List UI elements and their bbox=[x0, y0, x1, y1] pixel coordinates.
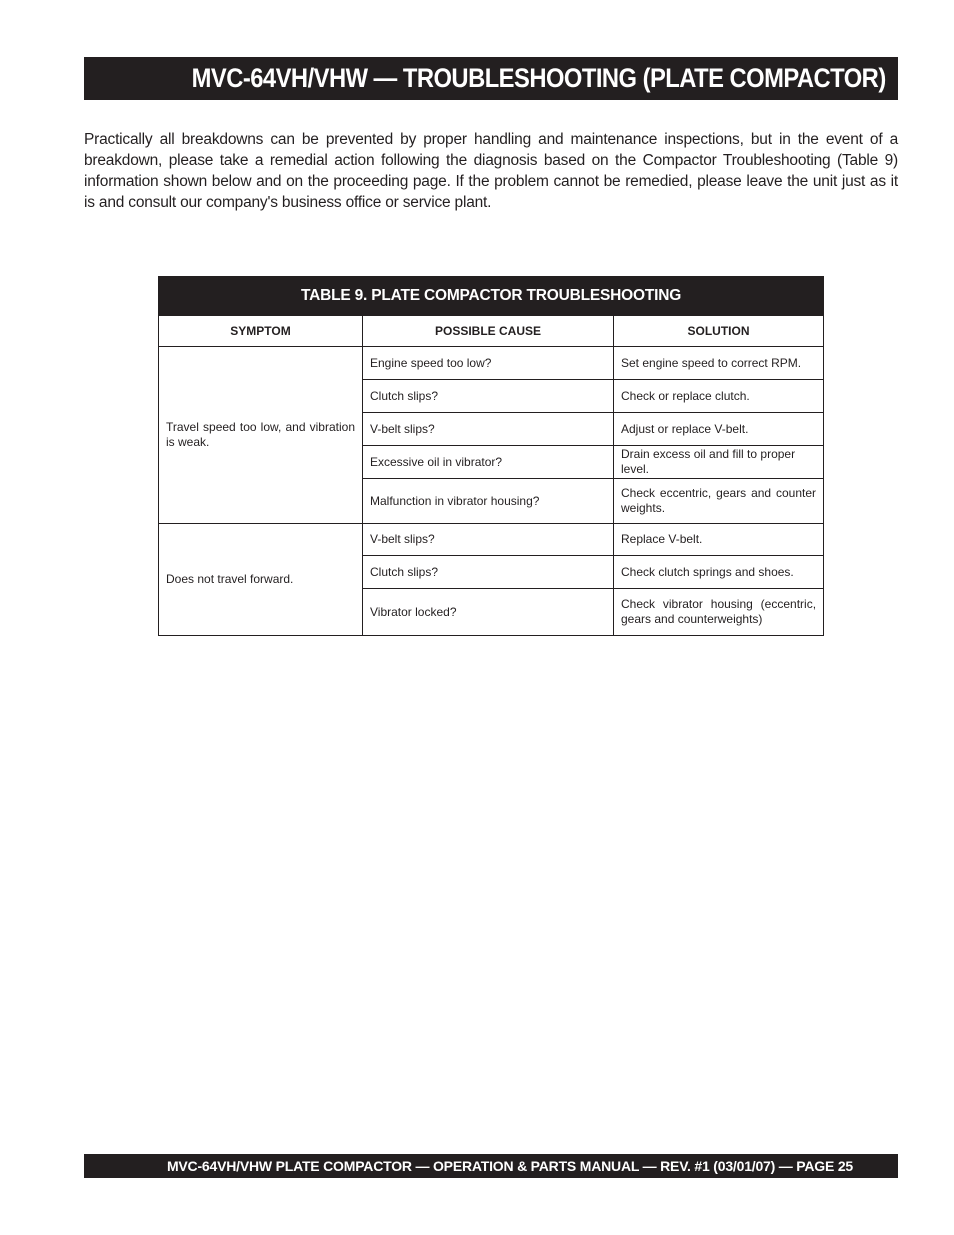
footer-bar bbox=[84, 1154, 898, 1178]
table-caption: TABLE 9. PLATE COMPACTOR TROUBLESHOOTING bbox=[159, 277, 824, 316]
cause-cell: Engine speed too low? bbox=[363, 347, 614, 380]
cause-cell: Clutch slips? bbox=[363, 380, 614, 413]
header-solution: SOLUTION bbox=[614, 316, 824, 347]
cause-cell: Clutch slips? bbox=[363, 556, 614, 589]
page-title-bar bbox=[84, 57, 898, 100]
cause-cell: V-belt slips? bbox=[363, 413, 614, 446]
table-row bbox=[159, 347, 824, 380]
cause-cell: Malfunction in vibrator housing? bbox=[363, 479, 614, 524]
cause-cell: Vibrator locked? bbox=[363, 589, 614, 636]
solution-cell: Check clutch springs and shoes. bbox=[614, 556, 824, 589]
symptom-cell: Travel speed too low, and vibration is weak. bbox=[159, 347, 363, 524]
troubleshooting-table bbox=[158, 276, 824, 636]
solution-cell: Check eccentric, gears and counter weights. bbox=[614, 479, 824, 524]
solution-cell: Drain excess oil and fill to proper level. bbox=[614, 446, 824, 479]
cause-cell: Excessive oil in vibrator? bbox=[363, 446, 614, 479]
solution-cell: Check or replace clutch. bbox=[614, 380, 824, 413]
footer-text: MVC-64VH/VHW PLATE COMPACTOR — OPERATION & PARTS MANUAL — REV. #1 (03/01/07) — PAGE 25 bbox=[166, 1158, 853, 1174]
page-title: MVC-64VH/VHW — TROUBLESHOOTING (PLATE COMPACTOR) bbox=[191, 63, 886, 93]
header-symptom: SYMPTOM bbox=[159, 316, 363, 347]
solution-cell: Set engine speed to correct RPM. bbox=[614, 347, 824, 380]
symptom-cell: Does not travel forward. bbox=[159, 524, 363, 636]
table-row bbox=[159, 524, 824, 556]
header-possible-cause: POSSIBLE CAUSE bbox=[363, 316, 614, 347]
solution-cell: Adjust or replace V-belt. bbox=[614, 413, 824, 446]
intro-paragraph: Practically all breakdowns can be prevented by proper handling and maintenance inspections, but in the event of a breakdown, please take a remedial action following the diagnosis based on the Compactor Troubleshooting (Table 9) information shown below and on the proceeding page. If the problem cannot be remedied, please leave the unit just as it is and consult our company's business office or service plant. bbox=[84, 130, 898, 211]
solution-cell: Check vibrator housing (eccentric, gears and counterweights) bbox=[614, 589, 824, 636]
cause-cell: V-belt slips? bbox=[363, 524, 614, 556]
solution-cell: Replace V-belt. bbox=[614, 524, 824, 556]
